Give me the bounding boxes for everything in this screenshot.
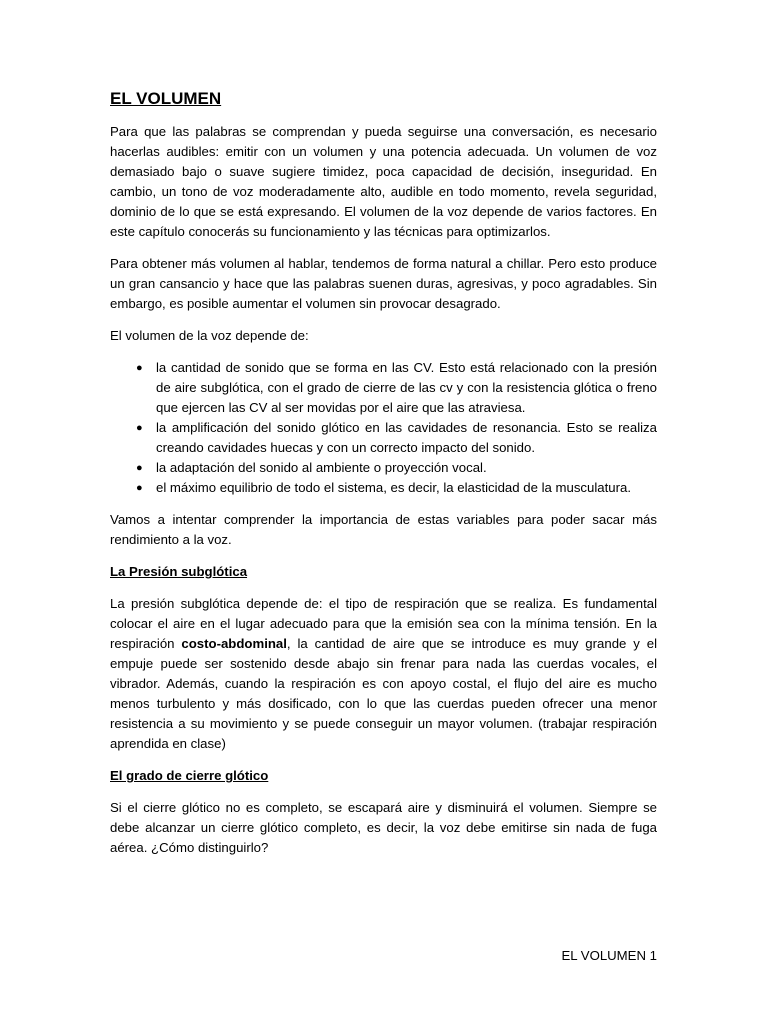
paragraph-intro-2: Para obtener más volumen al hablar, tendemos de forma natural a chillar. Pero esto produce un gran cansancio y hace que las palabras suenen duras, agresivas, y poco agradables. Sin embargo, es posible aumentar el volumen sin provocar desagrado. (110, 256, 657, 311)
section-heading-cierre: El grado de cierre glótico (110, 768, 269, 783)
paragraph-list-intro: El volumen de la voz depende de: (110, 328, 309, 343)
list-item (136, 458, 657, 478)
document-body (110, 88, 657, 870)
page-footer: EL VOLUMEN 1 (561, 948, 657, 963)
list-item (136, 418, 657, 458)
paragraph-presion-bold: costo-abdominal (181, 636, 287, 651)
document-title: EL VOLUMEN (110, 89, 222, 108)
list-item (136, 478, 657, 498)
bullet-icon: ● (136, 362, 143, 374)
paragraph-cierre: Si el cierre glótico no es completo, se escapará aire y disminuirá el volumen. Siempre se debe alcanzar un cierre glótico completo, es decir, la voz debe emitirse sin nada de fuga aérea. ¿Cómo distinguirlo? (110, 800, 657, 855)
list-item-text: el máximo equilibrio de todo el sistema, es decir, la elasticidad de la musculatura. (156, 480, 631, 495)
bullet-icon: ● (136, 462, 143, 474)
paragraph-intro-1: Para que las palabras se comprendan y pueda seguirse una conversación, es necesario hacerlas audibles: emitir con un volumen y una potencia adecuada. Un volumen de voz demasiado bajo o suave sugiere timidez, poca capacidad de decisión, inseguridad. En cambio, un tono de voz moderadamente alto, audible en todo momento, revela seguridad, dominio de lo que se está expresando. El volumen de la voz depende de varios factores. En este capítulo conocerás su funcionamiento y las técnicas para optimizarlos. (110, 124, 657, 239)
paragraph-presion-text-1: La presión subglótica depende de: el tipo de respiración que se realiza. Es fundamental colocar el aire en el lugar adecuado para que la emisión sea con la mínima tensión. En la respiración (110, 596, 657, 651)
paragraph-presion (110, 594, 657, 754)
paragraph-closing: Vamos a intentar comprender la importancia de estas variables para poder sacar más rendimiento a la voz. (110, 512, 657, 547)
bullet-icon: ● (136, 422, 143, 434)
paragraph-presion-text-2: , la cantidad de aire que se introduce es muy grande y el empuje puede ser sostenido desde abajo sin frenar para nada las cuerdas vocales, el vibrador. Además, cuando la respiración es con apoyo costal, el flujo del aire es mucho menos turbulento y más dosificado, con lo que las cuerdas pueden ofrecer una menor resistencia a su movimiento y se puede conseguir un mayor volumen. (trabajar respiración aprendida en clase) (110, 636, 658, 751)
list-item-text: la cantidad de sonido que se forma en las CV. Esto está relacionado con la presión de aire subglótica, con el grado de cierre de las cv y con la resistencia glótica o freno que ejercen las CV al ser movidas por el aire que las atraviesa. (156, 360, 657, 415)
list-item-text: la adaptación del sonido al ambiente o proyección vocal. (156, 460, 487, 475)
section-heading-presion: La Presión subglótica (110, 564, 248, 579)
list-item-text: la amplificación del sonido glótico en las cavidades de resonancia. Esto se realiza creando cavidades huecas y con un correcto impacto del sonido. (156, 420, 657, 455)
bullet-icon: ● (136, 482, 143, 494)
list-item (136, 358, 657, 418)
factors-list (110, 358, 657, 498)
